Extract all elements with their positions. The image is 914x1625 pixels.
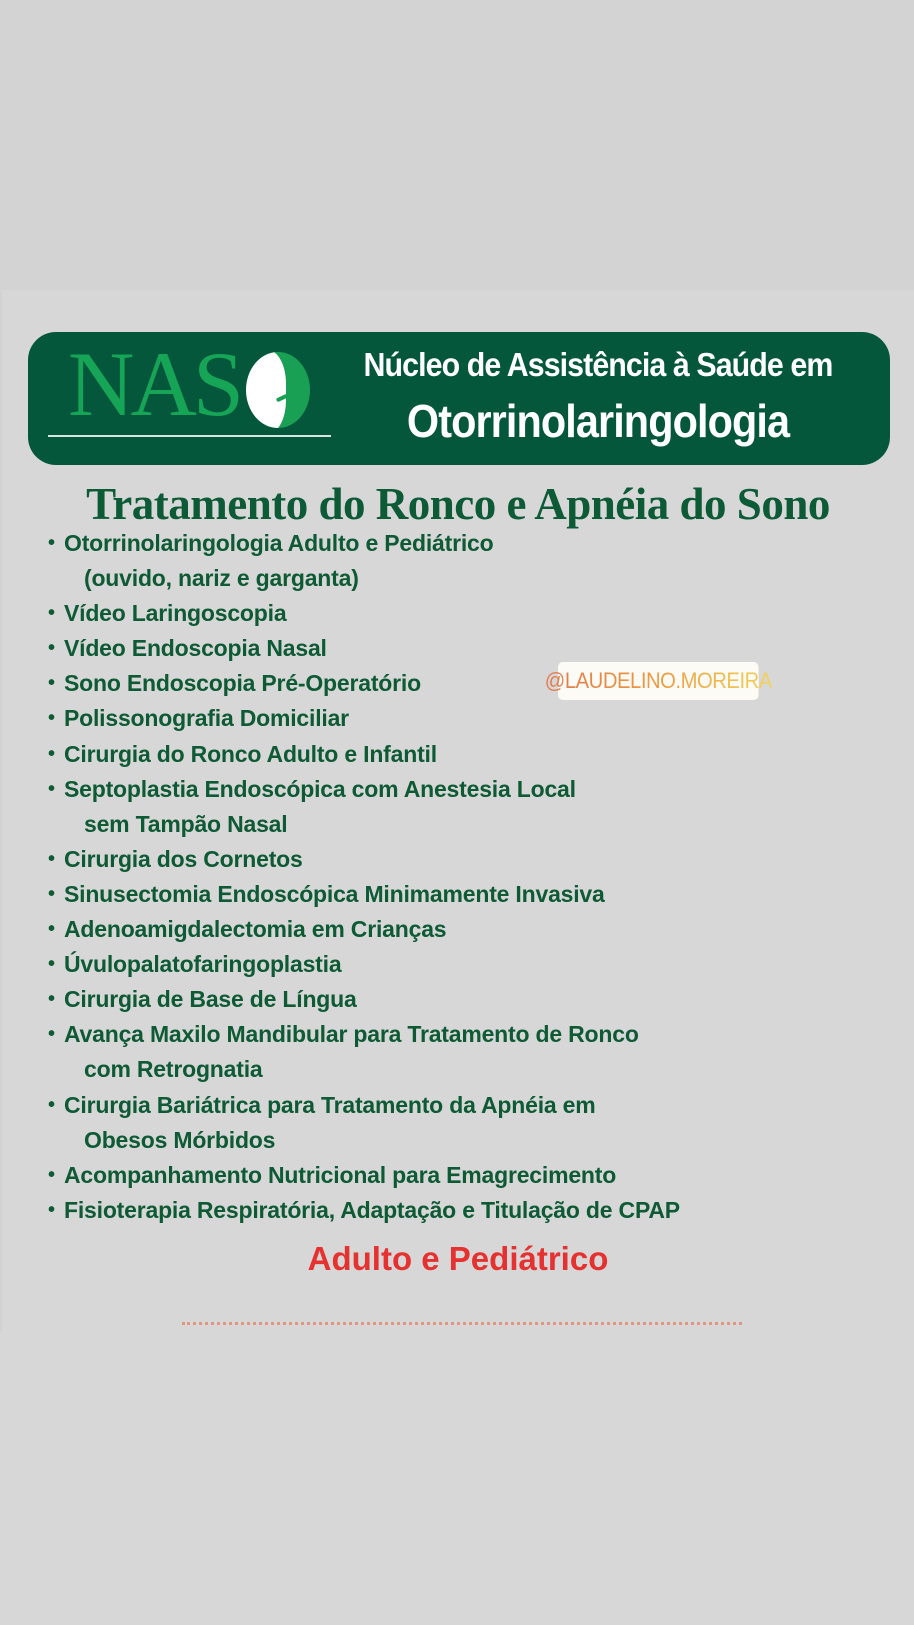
audience-tag: Adulto e Pediátrico <box>307 1240 609 1277</box>
service-item: • Septoplastia Endoscópica com Anestesia Local sem Tampão Nasal <box>48 772 680 842</box>
service-item: • Otorrinolaringologia Adulto e Pediátrico (ouvido, nariz e garganta) <box>48 526 680 596</box>
bullet-icon: • <box>48 672 55 695</box>
header-banner <box>28 332 890 465</box>
poster-title: Tratamento do Ronco e Apnéia do Sono <box>86 479 830 529</box>
bullet-icon: • <box>48 777 55 800</box>
service-item: • Cirurgia do Ronco Adulto e Infantil <box>48 737 680 772</box>
service-item: • Avança Maxilo Mandibular para Tratamento de Ronco com Retrognatia <box>48 1017 680 1087</box>
banner-specialty: Otorrinolaringologia <box>406 395 790 447</box>
services-list <box>48 526 680 1228</box>
cut-off-text <box>182 1322 742 1332</box>
bullet-icon: • <box>48 1198 55 1221</box>
bullet-icon: • <box>48 1093 55 1116</box>
bullet-icon: • <box>48 918 55 941</box>
service-item: • Vídeo Endoscopia Nasal <box>48 631 680 666</box>
service-item: • Acompanhamento Nutricional para Emagrecimento <box>48 1158 680 1193</box>
bullet-icon: • <box>48 707 55 730</box>
bullet-icon: • <box>48 742 55 765</box>
bullet-icon: • <box>48 882 55 905</box>
bullet-icon: • <box>48 637 55 660</box>
story-bottom-background <box>0 1332 914 1625</box>
bullet-icon: • <box>48 953 55 976</box>
service-item: • Vídeo Laringoscopia <box>48 596 680 631</box>
service-item: • Polissonografia Domiciliar <box>48 701 680 736</box>
service-item: • Sono Endoscopia Pré-Operatório <box>48 666 680 701</box>
logo-underline <box>48 435 331 437</box>
nose-profile-logo-icon <box>246 352 310 428</box>
mention-sticker[interactable]: @LAUDELINO.MOREIRA <box>558 662 759 700</box>
naso-logo-text: NAS <box>68 333 241 435</box>
bullet-icon: • <box>48 1163 55 1186</box>
bullet-icon: • <box>48 602 55 625</box>
service-item: • Cirurgia Bariátrica para Tratamento da Apnéia em Obesos Mórbidos <box>48 1088 680 1158</box>
service-item: • Cirurgia de Base de Língua <box>48 982 680 1017</box>
service-item: • Adenoamigdalectomia em Crianças <box>48 912 680 947</box>
story-top-background <box>0 0 914 290</box>
bullet-icon: • <box>48 988 55 1011</box>
clinic-poster <box>2 290 914 1332</box>
bullet-icon: • <box>48 847 55 870</box>
bullet-icon: • <box>48 1023 55 1046</box>
service-item: • Sinusectomia Endoscópica Minimamente Invasiva <box>48 877 680 912</box>
service-item: • Cirurgia dos Cornetos <box>48 842 680 877</box>
bullet-icon: • <box>48 532 55 554</box>
service-item: • Úvulopalatofaringoplastia <box>48 947 680 982</box>
service-item: • Fisioterapia Respiratória, Adaptação e Titulação de CPAP <box>48 1193 680 1228</box>
banner-subtitle: Núcleo de Assistência à Saúde em <box>363 346 833 383</box>
